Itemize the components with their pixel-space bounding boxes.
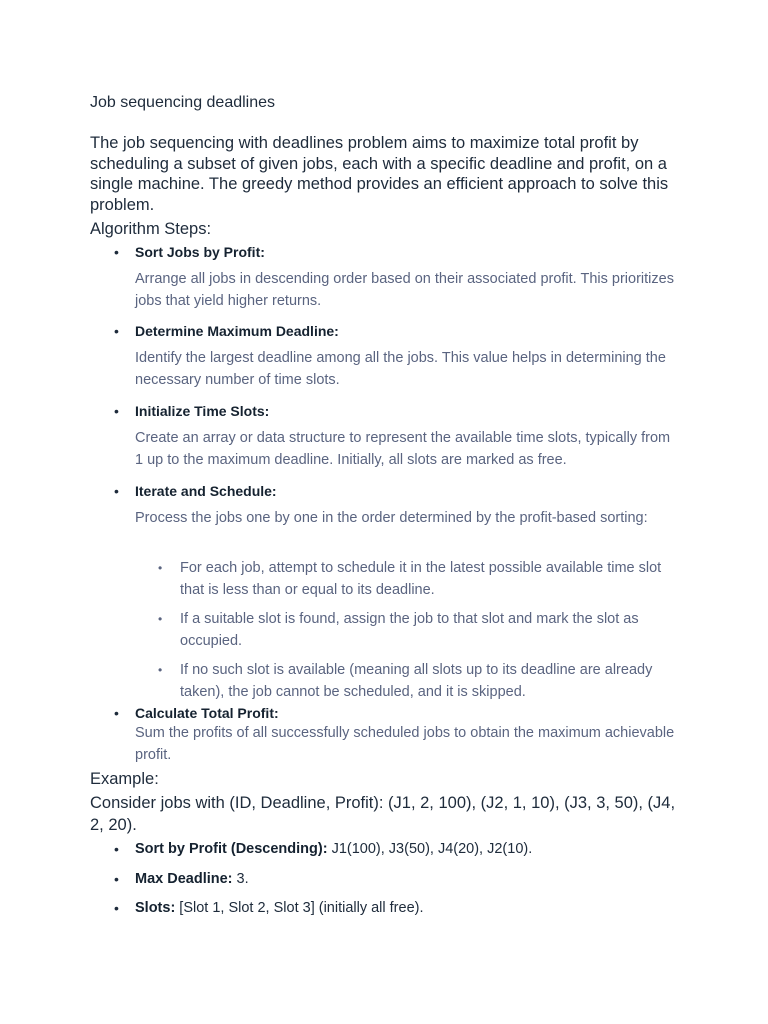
bullet-icon: •: [114, 244, 119, 260]
bullet-icon: •: [114, 841, 119, 857]
step-description: Process the jobs one by one in the order determined by the profit-based sorting:: [135, 510, 648, 526]
step-description: Sum the profits of all successfully scheduled jobs to obtain the maximum achievable profit.: [135, 725, 675, 763]
bullet-icon: •: [158, 663, 163, 677]
bullet-icon: •: [114, 403, 119, 419]
document-title: Job sequencing deadlines: [90, 94, 276, 111]
bullet-icon: •: [114, 871, 119, 887]
example-value: J1(100), J3(50), J4(20), J2(10).: [327, 841, 533, 857]
step-description: Identify the largest deadline among all the jobs. This value helps in determining the necessary number of time slots.: [135, 350, 666, 388]
example-line: [135, 869, 680, 889]
step-title: Initialize Time Slots:: [135, 403, 270, 419]
bullet-icon: •: [114, 483, 119, 499]
bullet-icon: •: [114, 705, 119, 721]
example-value: 3.: [232, 871, 249, 887]
substep-text: For each job, attempt to schedule it in the latest possible available time slot that is less than or equal to its deadline.: [180, 560, 662, 598]
bullet-icon: •: [114, 900, 119, 916]
example-line: [135, 898, 680, 918]
example-value: [Slot 1, Slot 2, Slot 3] (initially all free).: [175, 900, 424, 916]
example-line: [135, 839, 680, 859]
step-description: Create an array or data structure to represent the available time slots, typically from 1 up to the maximum deadline. Initially, all slots are marked as free.: [135, 430, 671, 468]
substep-text: If no such slot is available (meaning all slots up to its deadline are already taken), the job cannot be scheduled, and it is skipped.: [180, 662, 653, 700]
bullet-icon: •: [158, 612, 163, 626]
step-title: Calculate Total Profit:: [135, 705, 279, 721]
step-description: Arrange all jobs in descending order based on their associated profit. This prioritizes jobs that yield higher returns.: [135, 271, 674, 309]
bullet-icon: •: [158, 561, 163, 575]
substep-text: If a suitable slot is found, assign the job to that slot and mark the slot as occupied.: [180, 611, 639, 649]
example-label: Slots:: [135, 900, 176, 916]
example-heading: Example:: [90, 770, 159, 788]
intro-paragraph: The job sequencing with deadlines problem aims to maximize total profit by scheduling a subset of given jobs, each with a specific deadline and profit, on a single machine. The greedy method provides an efficient approach to solve this problem.: [90, 134, 669, 214]
algorithm-steps-heading: Algorithm Steps:: [90, 220, 212, 238]
step-title: Iterate and Schedule:: [135, 483, 277, 499]
step-title: Sort Jobs by Profit:: [135, 244, 265, 260]
example-label: Sort by Profit (Descending):: [135, 841, 328, 857]
step-title: Determine Maximum Deadline:: [135, 323, 339, 339]
example-label: Max Deadline:: [135, 871, 233, 887]
example-intro: Consider jobs with (ID, Deadline, Profit): (J1, 2, 100), (J2, 1, 10), (J3, 3, 50), (J4, 2, 20).: [90, 794, 676, 834]
bullet-icon: •: [114, 323, 119, 339]
